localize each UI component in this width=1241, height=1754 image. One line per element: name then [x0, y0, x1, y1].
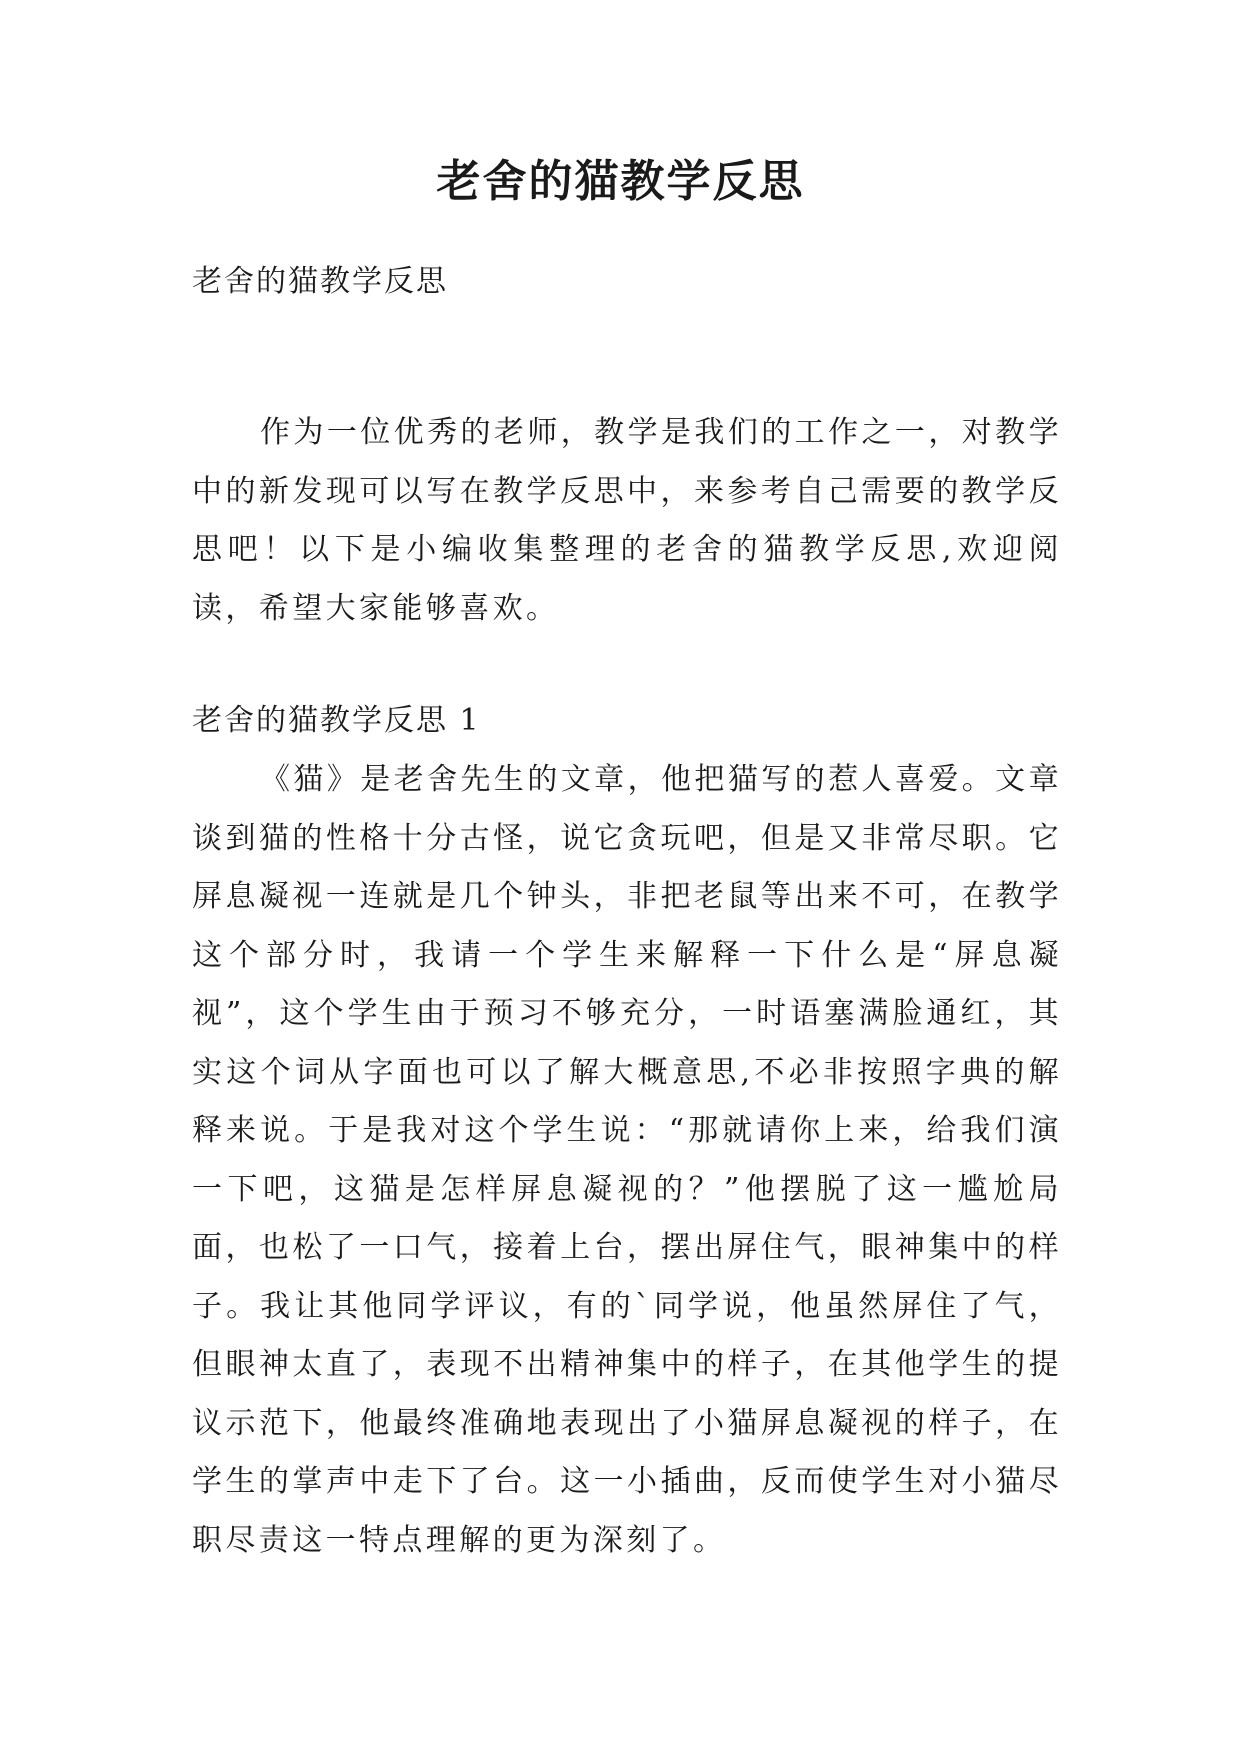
section-paragraph: 《猫》是老舍先生的文章，他把猫写的惹人喜爱。文章谈到猫的性格十分古怪，说它贪玩吧，但是又非常尽职。它屏息凝视一连就是几个钟头，非把老鼠等出来不可，在教学这个部分时，我请一个学生来解释一下什么是“屏息凝视”，这个学生由于预习不够充分，一时语塞满脸通红，其实这个词从字面也可以了解大概意思,不必非按照字典的解释来说。于是我对这个学生说：“那就请你上来，给我们演一下吧，这猫是怎样屏息凝视的？”他摆脱了这一尴尬局面，也松了一口气，接着上台，摆出屏住气，眼神集中的样子。我让其他同学评议，有的`同学说，他虽然屏住了气，但眼神太直了，表现不出精神集中的样子，在其他学生的提议示范下，他最终准确地表现出了小猫屏息凝视的样子，在学生的掌声中走下了台。这一小插曲，反而使学生对小猫尽职尽责这一特点理解的更为深刻了。 — [192, 762, 1062, 1558]
intro-paragraph: 作为一位优秀的老师，教学是我们的工作之一，对教学中的新发现可以写在教学反思中，来参考自己需要的教学反思吧！以下是小编收集整理的老舍的猫教学反思,欢迎阅读，希望大家能够喜欢。 — [192, 415, 1062, 626]
document-title: 老舍的猫教学反思 — [436, 156, 805, 207]
document-subtitle: 老舍的猫教学反思 — [192, 264, 448, 299]
section-heading: 老舍的猫教学反思 1 — [192, 703, 481, 738]
